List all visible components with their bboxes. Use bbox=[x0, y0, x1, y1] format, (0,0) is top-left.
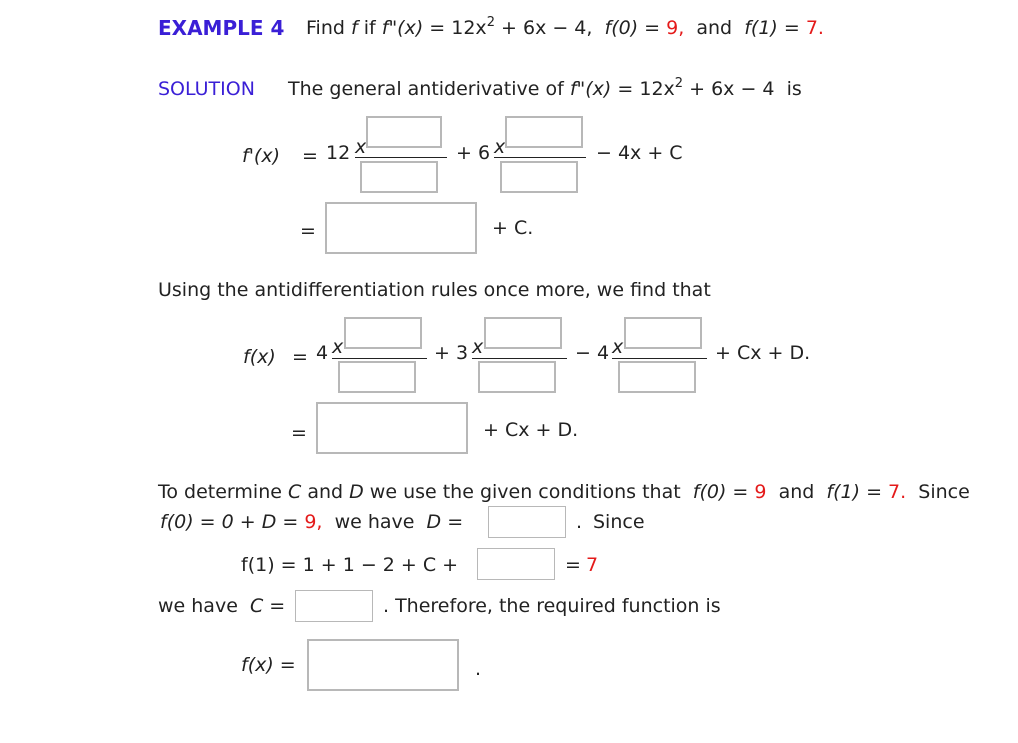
exponent-2: 2 bbox=[486, 15, 495, 30]
fprime-term2-var: x bbox=[494, 136, 506, 158]
antidiff-sentence: Using the antidifferentiation rules once more, we find that bbox=[158, 279, 711, 301]
fx-denom-input-3[interactable] bbox=[618, 361, 696, 393]
fx-tail: + Cx + D. bbox=[715, 342, 811, 364]
is-word: is bbox=[786, 78, 802, 100]
determine-line-2 bbox=[160, 513, 463, 532]
fprime-term2-prefix: + 6 bbox=[456, 142, 491, 164]
problem-statement bbox=[306, 15, 824, 39]
cond-f1-value: 7. bbox=[888, 481, 907, 503]
fprime-eq-2: = bbox=[300, 220, 316, 242]
fprime-fraction-bar-2 bbox=[494, 157, 586, 158]
and-word-2: and bbox=[778, 481, 815, 503]
final-dot: . bbox=[475, 658, 482, 680]
fprime-denom-input-2[interactable] bbox=[500, 161, 578, 193]
fprime-tail: − 4x + C bbox=[596, 142, 683, 164]
example-label: EXAMPLE 4 bbox=[158, 16, 285, 40]
D-value-input[interactable] bbox=[488, 506, 566, 538]
fprime-tail-2: + C. bbox=[492, 217, 534, 239]
fx-denom-input-2[interactable] bbox=[478, 361, 556, 393]
f1-value: 7. bbox=[805, 17, 824, 39]
cond-f0-label: f(0) = bbox=[692, 481, 749, 503]
we-have-word: we have bbox=[334, 511, 415, 533]
C-value-input[interactable] bbox=[295, 590, 373, 622]
determine-intro: To determine bbox=[158, 481, 282, 503]
D-symbol: D bbox=[349, 481, 364, 503]
fx-simplified-input[interactable] bbox=[316, 402, 468, 454]
fx-term2-prefix: + 3 bbox=[434, 342, 469, 364]
fx-denom-input-1[interactable] bbox=[338, 361, 416, 393]
determine-dot: . bbox=[576, 511, 583, 533]
solution-intro: The general antiderivative of bbox=[288, 78, 564, 100]
f0-eval: f(0) = 0 + D = bbox=[160, 511, 299, 533]
since-word-2: Since bbox=[593, 511, 645, 533]
fprime-simplified-input[interactable] bbox=[325, 202, 477, 254]
since-word-1: Since bbox=[918, 481, 970, 503]
f-symbol: f bbox=[350, 17, 358, 39]
fx-term3-prefix: − 4 bbox=[575, 342, 610, 364]
fprime-eq: = bbox=[302, 145, 318, 167]
fx-term3-var: x bbox=[612, 336, 624, 358]
cond-f0-value: 9 bbox=[754, 481, 767, 503]
fx-fraction-bar-3 bbox=[612, 358, 707, 359]
cond-f1-label: f(1) = bbox=[826, 481, 882, 503]
f1-equation-input[interactable] bbox=[477, 548, 555, 580]
f1-equation-value: 7 bbox=[586, 554, 599, 576]
fpp-symbol: f"(x) bbox=[381, 17, 424, 39]
and-word: and bbox=[696, 17, 733, 39]
f0-label: f(0) = bbox=[604, 17, 661, 39]
solution-label: SOLUTION bbox=[158, 78, 255, 100]
fprime-exp-input-2[interactable] bbox=[505, 116, 583, 148]
and-word-1: and bbox=[307, 481, 344, 503]
C-eq-label: C = bbox=[249, 595, 286, 617]
f1-label: f(1) = bbox=[744, 17, 800, 39]
final-fx-lhs: f(x) = bbox=[241, 654, 296, 676]
fx-exp-input-3[interactable] bbox=[624, 317, 702, 349]
solution-text bbox=[288, 76, 802, 100]
fprime-term1-coef: 12 bbox=[326, 142, 351, 164]
fx-fraction-bar-2 bbox=[472, 358, 567, 359]
fx-lhs: f(x) bbox=[243, 346, 276, 368]
D-eq-label: D = bbox=[426, 511, 464, 533]
fx-fraction-bar-1 bbox=[332, 358, 427, 359]
f1-equation-lhs: f(1) = 1 + 1 − 2 + C + bbox=[241, 554, 459, 576]
fprime-lhs: f'(x) bbox=[242, 145, 280, 167]
fx-eq-2: = bbox=[291, 422, 307, 444]
we-have-C-word: we have bbox=[158, 595, 238, 617]
fx-term1-var: x bbox=[332, 336, 344, 358]
fpp-expr-pre: = 12x bbox=[429, 17, 487, 39]
fx-tail-2: + Cx + D. bbox=[483, 419, 579, 441]
find-word: Find bbox=[306, 17, 345, 39]
fx-exp-input-2[interactable] bbox=[484, 317, 562, 349]
we-have-C-text bbox=[158, 597, 285, 616]
final-fx-input[interactable] bbox=[307, 639, 459, 691]
f1-equation-eq: = bbox=[565, 554, 581, 576]
fprime-term1-var: x bbox=[355, 136, 367, 158]
fx-eq: = bbox=[292, 346, 308, 368]
determine-mid: we use the given conditions that bbox=[369, 481, 681, 503]
fx-term2-var: x bbox=[472, 336, 484, 358]
f0-value: 9, bbox=[666, 17, 685, 39]
fx-term1-coef: 4 bbox=[316, 342, 329, 364]
determine-line-1 bbox=[158, 483, 970, 502]
C-symbol: C bbox=[287, 481, 302, 503]
if-word: if bbox=[363, 17, 376, 39]
fpp-expr-post: + 6x − 4, bbox=[501, 17, 593, 39]
fprime-denom-input-1[interactable] bbox=[360, 161, 438, 193]
solution-fpp: f"(x) bbox=[569, 78, 612, 100]
f0-eval-value: 9, bbox=[304, 511, 323, 533]
fprime-exp-input-1[interactable] bbox=[366, 116, 442, 148]
fprime-fraction-bar-1 bbox=[355, 157, 447, 158]
solution-exponent: 2 bbox=[674, 76, 684, 91]
therefore-text: . Therefore, the required function is bbox=[383, 595, 721, 617]
fx-exp-input-1[interactable] bbox=[344, 317, 422, 349]
solution-expr-post: + 6x − 4 bbox=[689, 78, 775, 100]
solution-expr-pre: = 12x bbox=[617, 78, 675, 100]
